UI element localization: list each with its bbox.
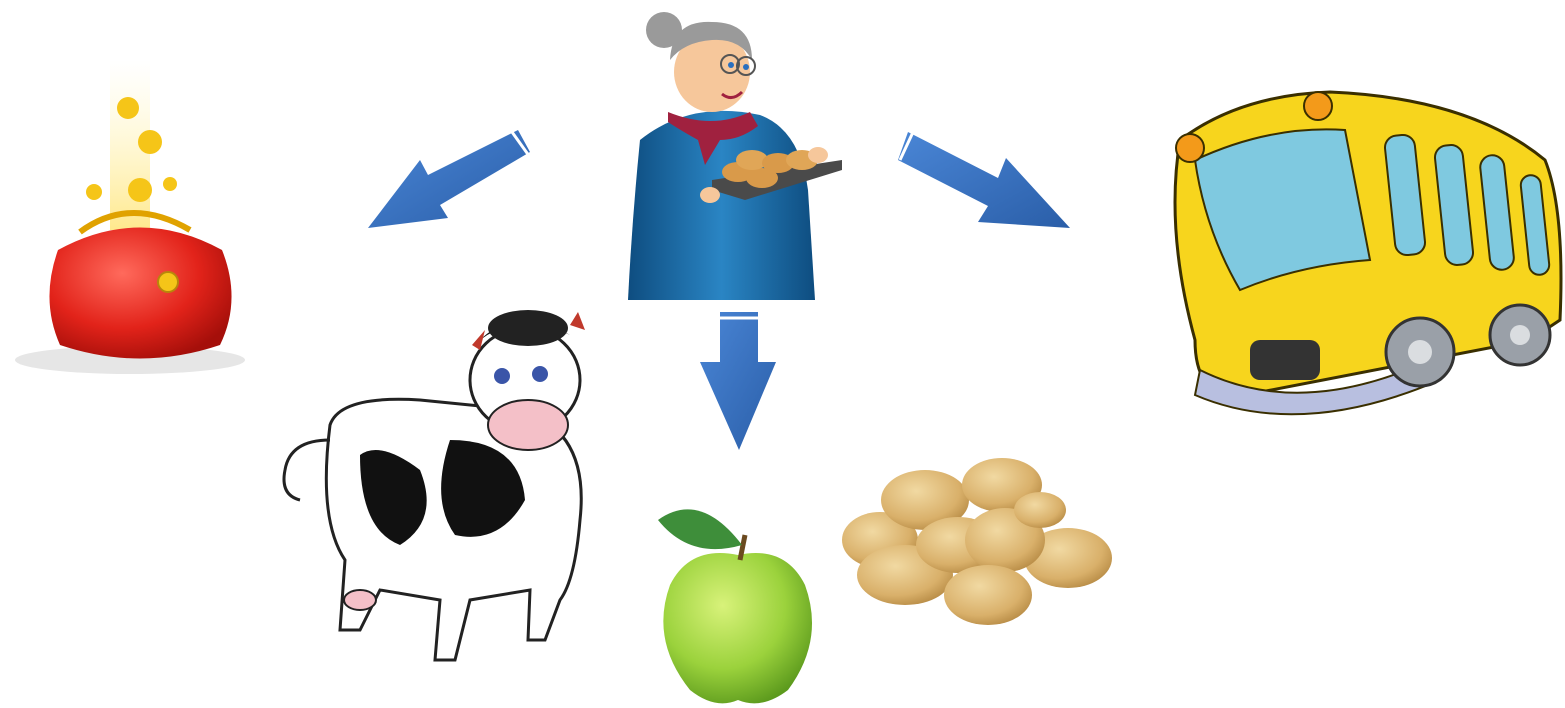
arrow-down: [700, 312, 776, 450]
cow-icon: [284, 310, 585, 660]
grandmother-icon: [628, 12, 842, 300]
green-apple-icon: [658, 509, 812, 703]
yellow-bus-icon: [1175, 92, 1561, 414]
arrow-right: [898, 130, 1070, 228]
red-coin-purse-icon: [15, 60, 245, 374]
arrow-left: [368, 130, 532, 228]
potatoes-icon: [842, 458, 1112, 625]
